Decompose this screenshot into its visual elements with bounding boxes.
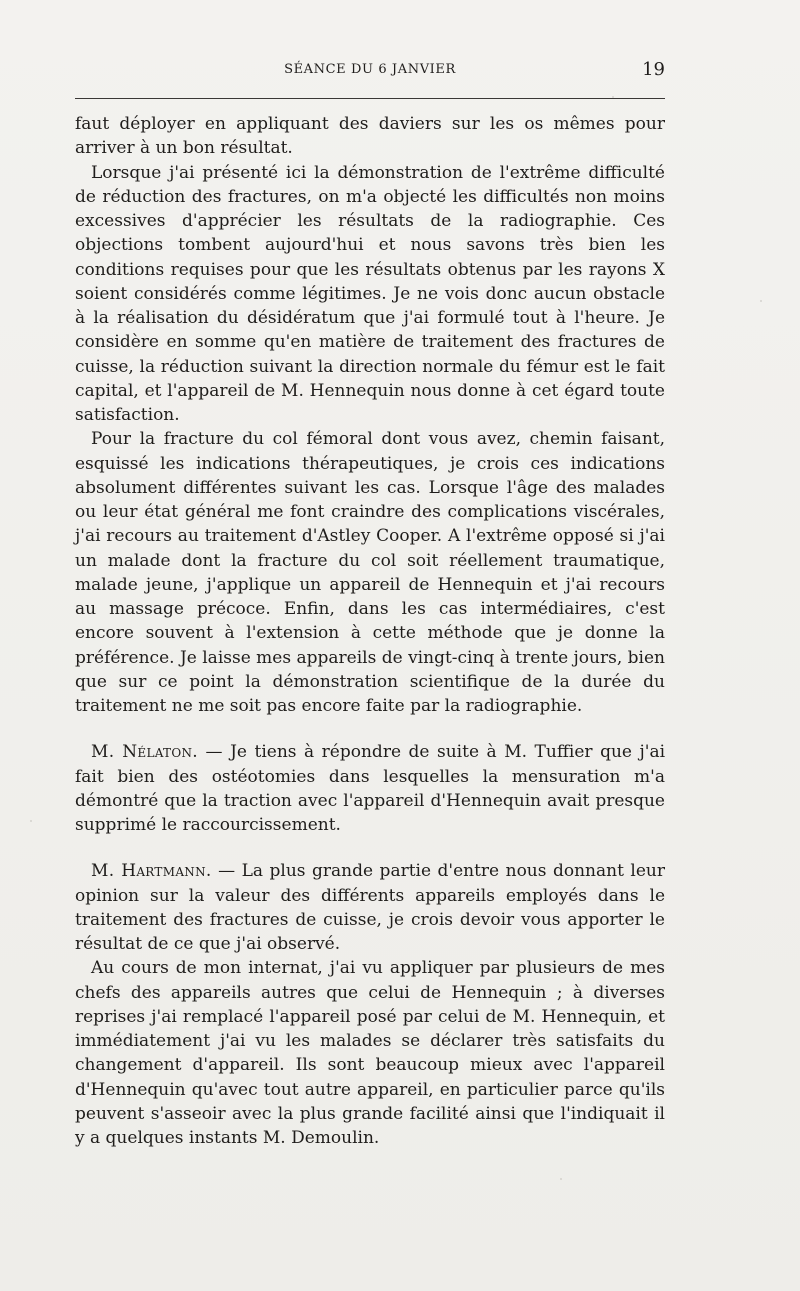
paragraph-text: — La plus grande partie d'entre nous donnant leur opinion sur la valeur des différents appareils employés dans le traitement des fractures de cuisse, je crois devoir vous apporter le résultat de ce que j'ai observé. — [75, 861, 665, 954]
paragraph-radiographie: Lorsque j'ai présenté ici la démonstration de l'extrême difficulté de réduction des fractures, on m'a objecté les difficultés non moins excessives d'apprécier les résultats de la radiographie. Ces objections tombent aujourd'hui et nous savons très bien les conditions requises pour que les résultats obtenus par les rayons X soient considérés comme légitimes. Je ne vois donc aucun obstacle à la réalisation du désidératum que j'ai formulé tout à l'heure. Je considère en somme qu'en matière de traitement des fractures de cuisse, la réduction suivant la direction normale du fémur est le fait capital, et l'appareil de M. Hennequin nous donne à cet égard toute satisfaction. — [75, 162, 665, 425]
paragraph-continued: faut déployer en appliquant des daviers sur les os mêmes pour arriver à un bon résultat. — [75, 114, 665, 159]
paragraph-col-femoral: Pour la fracture du col fémoral dont vous avez, chemin faisant, esquissé les indications thérapeutiques, je crois ces indications absolument différentes suivant les cas. Lorsque l'âge des malades ou leur état général me font craindre des complications viscérales, j'ai recours au traitement d'Astley Cooper. A l'extrême opposé si j'ai un malade dont la fracture du col soit réellement traumatique, malade jeune, j'applique un appareil de Hennequin et j'ai recours au massage précoce. Enfin, dans les cas intermédiaires, c'est encore souvent à l'extension à cette méthode que je donne la préférence. Je laisse mes appareils de vingt-cinq à trente jours, bien que sur ce point la démonstration scientifique de la durée du traitement ne me soit pas encore faite par la radiographie. — [75, 429, 665, 716]
speaker-name: M. Hartmann. — [91, 861, 212, 882]
paper-speck — [560, 1178, 562, 1180]
paper-speck — [760, 300, 762, 302]
body-text — [75, 112, 665, 1150]
paragraph-hartmann — [75, 859, 665, 956]
paragraph-text: — Je tiens à répondre de suite à M. Tuffier que j'ai fait bien des ostéotomies dans lesquelles la mensuration m'a démontré que la traction avec l'appareil d'Hennequin avait presque supprimé le raccourcissement. — [75, 742, 666, 835]
paragraph-internat: Au cours de mon internat, j'ai vu appliquer par plusieurs de mes chefs des appareils autres que celui de Hennequin ; à diverses reprises j'ai remplacé l'appareil posé par celui de M. Hennequin, et immédiatement j'ai vu les malades se déclarer très satisfaits du changement d'appareil. Ils sont beaucoup mieux avec l'appareil d'Hennequin qu'avec tout autre appareil, en particulier parce qu'ils peuvent s'asseoir avec la plus grande facilité ainsi que l'indiquait il y a quelques instants M. Demoulin. — [75, 958, 665, 1148]
paper-speck — [612, 96, 614, 98]
running-head — [75, 60, 665, 84]
paper-speck — [30, 820, 32, 822]
page-number: 19 — [642, 59, 665, 80]
speaker-name: M. Nélaton. — [91, 742, 199, 763]
running-title: SÉANCE DU 6 JANVIER — [284, 62, 456, 77]
header-rule — [75, 98, 665, 99]
paragraph-nelaton — [75, 740, 665, 837]
